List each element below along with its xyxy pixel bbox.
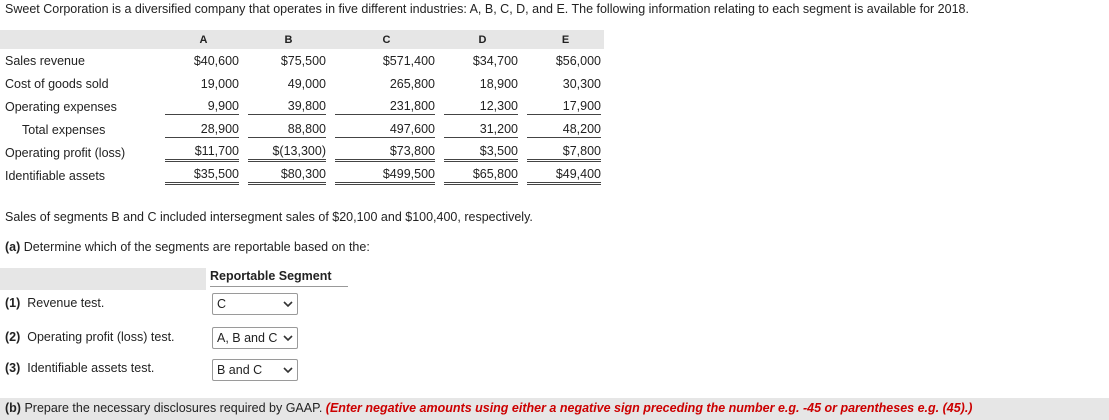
test-number: (2) bbox=[5, 330, 21, 344]
col-header: B bbox=[248, 30, 329, 49]
cell: $(13,300) bbox=[248, 144, 326, 162]
part-b-tag: (b) bbox=[5, 401, 21, 415]
cell: $49,400 bbox=[527, 167, 601, 185]
cell: 19,000 bbox=[200, 76, 239, 91]
answer-header-band bbox=[0, 268, 206, 290]
select-value: A, B and C bbox=[217, 331, 278, 345]
table-row bbox=[0, 95, 604, 118]
cell: 88,800 bbox=[248, 122, 326, 138]
cell: $73,800 bbox=[335, 144, 435, 162]
cell: 231,800 bbox=[335, 99, 435, 115]
cell: $3,500 bbox=[444, 144, 518, 162]
part-a-question bbox=[5, 240, 370, 254]
row-label: Total expenses bbox=[22, 122, 106, 137]
row-label: Operating profit (loss) bbox=[5, 145, 126, 160]
test-number: (3) bbox=[5, 361, 21, 375]
identifiable-assets-test-label bbox=[5, 361, 154, 375]
row-label: Identifiable assets bbox=[5, 168, 106, 183]
cell: $80,300 bbox=[248, 167, 326, 185]
chevron-down-icon bbox=[282, 298, 294, 310]
cell: $499,500 bbox=[335, 167, 435, 185]
table-row bbox=[0, 49, 604, 72]
table-row bbox=[0, 141, 604, 164]
cell: $56,000 bbox=[555, 53, 601, 68]
operating-profit-test-label bbox=[5, 330, 175, 344]
table-row bbox=[0, 164, 604, 187]
cell: $65,800 bbox=[444, 167, 518, 185]
cell: 9,900 bbox=[165, 99, 239, 115]
part-b-text: Prepare the necessary disclosures required by GAAP. bbox=[24, 401, 323, 415]
test-label: Operating profit (loss) test. bbox=[27, 330, 175, 344]
test-label: Revenue test. bbox=[27, 296, 105, 310]
row-label: Cost of goods sold bbox=[5, 76, 109, 91]
cell: 12,300 bbox=[444, 99, 518, 115]
table-header-row bbox=[0, 30, 604, 49]
revenue-test-select[interactable] bbox=[212, 293, 298, 315]
cell: $7,800 bbox=[527, 144, 601, 162]
select-value: C bbox=[217, 297, 227, 311]
cell: $11,700 bbox=[165, 144, 239, 162]
part-a-tag: (a) bbox=[5, 240, 21, 254]
cell: 17,900 bbox=[527, 99, 601, 115]
cell: $35,500 bbox=[165, 167, 239, 185]
cell: 48,200 bbox=[527, 122, 601, 138]
operating-profit-test-select[interactable] bbox=[212, 327, 298, 349]
cell: 39,800 bbox=[248, 99, 326, 115]
test-number: (1) bbox=[5, 296, 21, 310]
reportable-segment-header: Reportable Segment bbox=[210, 269, 348, 287]
row-label: Sales revenue bbox=[5, 53, 85, 68]
chevron-down-icon bbox=[282, 332, 294, 344]
cell: $34,700 bbox=[472, 53, 518, 68]
col-header: D bbox=[444, 30, 521, 49]
cell: $75,500 bbox=[280, 53, 326, 68]
cell: 28,900 bbox=[165, 122, 239, 138]
col-header: C bbox=[335, 30, 438, 49]
part-b-question bbox=[5, 401, 972, 415]
segment-table bbox=[0, 30, 604, 187]
cell: $571,400 bbox=[382, 53, 435, 68]
cell: 18,900 bbox=[479, 76, 518, 91]
header-blank bbox=[0, 30, 165, 49]
part-a-text: Determine which of the segments are reportable based on the: bbox=[23, 240, 370, 254]
select-value: B and C bbox=[217, 363, 263, 377]
intersegment-note: Sales of segments B and C included intersegment sales of $20,100 and $100,400, respectively. bbox=[5, 210, 533, 224]
identifiable-assets-test-select[interactable] bbox=[212, 359, 298, 381]
cell: 30,300 bbox=[562, 76, 601, 91]
cell: $40,600 bbox=[193, 53, 239, 68]
cell: 31,200 bbox=[444, 122, 518, 138]
row-label: Operating expenses bbox=[5, 99, 117, 114]
chevron-down-icon bbox=[282, 364, 294, 376]
cell: 265,800 bbox=[389, 76, 435, 91]
revenue-test-label bbox=[5, 296, 104, 310]
table-row bbox=[0, 72, 604, 95]
problem-intro: Sweet Corporation is a diversified company that operates in five different industries: A, B, C, D, and E. The following information relating to each segment is available for 2018. bbox=[5, 2, 969, 16]
table-row bbox=[0, 118, 604, 141]
col-header: E bbox=[527, 30, 604, 49]
cell: 49,000 bbox=[287, 76, 326, 91]
part-b-instruction: (Enter negative amounts using either a negative sign preceding the number e.g. -45 or parentheses e.g. (45).) bbox=[325, 401, 973, 415]
col-header: A bbox=[165, 30, 242, 49]
test-label: Identifiable assets test. bbox=[27, 361, 155, 375]
cell: 497,600 bbox=[335, 122, 435, 138]
